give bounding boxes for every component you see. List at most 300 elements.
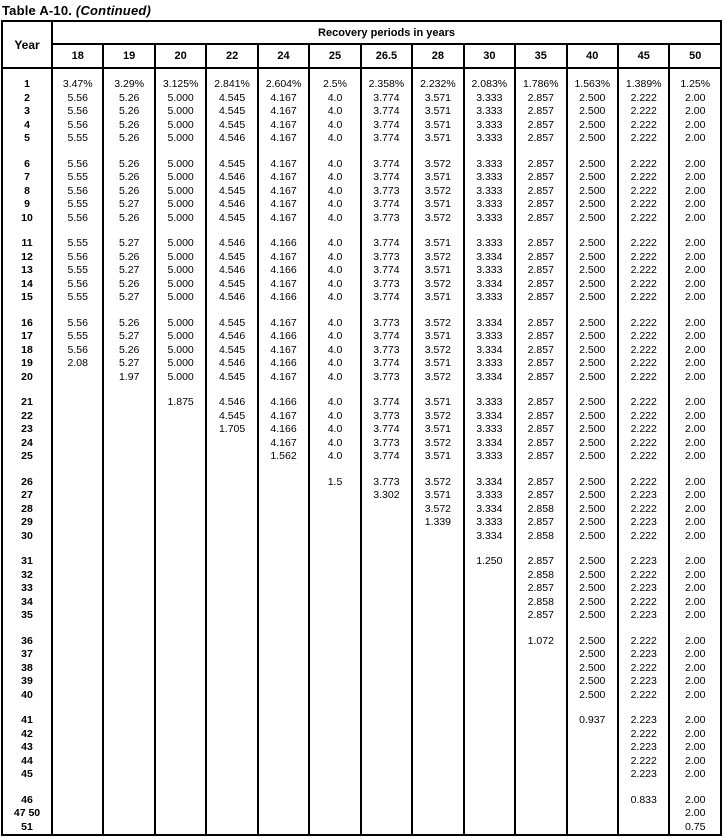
rate-cell: 3.571 [412,264,463,278]
rate-cell [258,714,309,728]
rate-cell: 2.857 [515,357,566,371]
rate-cell [103,596,154,610]
spacer-cell [2,782,52,794]
rate-cell: 2.222 [618,278,669,292]
rate-cell: 2.500 [567,662,618,676]
rate-cell [52,609,103,623]
rate-cell [155,728,206,742]
rate-cell: 2.857 [515,132,566,146]
rate-cell [258,516,309,530]
rate-cell [206,476,257,490]
rate-cell [258,755,309,769]
table-row-year-7 [2,171,721,185]
rate-cell [515,648,566,662]
rate-cell: 2.858 [515,569,566,583]
rate-cell: 4.546 [206,171,257,185]
year-label: 18 [2,344,52,358]
rate-cell: 3.572 [412,212,463,226]
spacer-cell [464,782,515,794]
spacer-cell [258,782,309,794]
rate-cell: 4.0 [309,212,360,226]
rate-cell [103,807,154,821]
rate-cell: 2.222 [618,237,669,251]
rate-cell: 2.00 [669,609,721,623]
column-header-45: 45 [618,44,669,68]
rate-cell: 2.500 [567,251,618,265]
rate-cell: 3.773 [361,437,412,451]
rate-cell [412,755,463,769]
rate-cell: 2.857 [515,158,566,172]
rate-cell: 4.0 [309,105,360,119]
spacer-cell [567,225,618,237]
rate-cell [52,689,103,703]
rate-cell: 3.334 [464,317,515,331]
rate-cell: 3.773 [361,410,412,424]
rate-cell [567,741,618,755]
rate-cell: 5.000 [155,198,206,212]
rate-cell: 2.00 [669,237,721,251]
rate-cell: 2.223 [618,582,669,596]
rate-cell [412,807,463,821]
rate-cell: 2.00 [669,264,721,278]
table-row-year-14 [2,278,721,292]
rate-cell: 2.00 [669,675,721,689]
rate-cell: 2.500 [567,437,618,451]
rate-cell: 2.222 [618,755,669,769]
rate-cell [206,648,257,662]
rate-cell: 3.333 [464,237,515,251]
rate-cell [206,821,257,836]
rate-cell [361,768,412,782]
rate-cell [309,635,360,649]
rate-cell [309,794,360,808]
rate-cell: 2.00 [669,714,721,728]
spacer-cell [669,543,721,555]
rate-cell [155,768,206,782]
rate-cell: 2.00 [669,503,721,517]
rate-cell: 2.500 [567,410,618,424]
spacer-cell [2,702,52,714]
year-label: 51 [2,821,52,836]
rate-cell [103,794,154,808]
year-label: 40 [2,689,52,703]
rate-cell: 5.26 [103,119,154,133]
rate-cell: 2.857 [515,450,566,464]
column-header-28: 28 [412,44,463,68]
rate-cell [103,396,154,410]
rate-cell [412,530,463,544]
rate-cell: 4.0 [309,410,360,424]
rate-cell: 4.546 [206,198,257,212]
spacer-cell [412,305,463,317]
rate-cell: 3.572 [412,476,463,490]
header-row-columns [2,44,721,68]
table-row-year-45 [2,768,721,782]
rate-cell: 1.25% [669,78,721,92]
rate-cell: 5.27 [103,291,154,305]
rate-cell: 3.333 [464,291,515,305]
spacer-cell [52,782,103,794]
rate-cell: 4.545 [206,344,257,358]
spacer-cell [52,384,103,396]
rate-cell: 3.333 [464,212,515,226]
rate-cell [155,794,206,808]
spacer-cell [515,384,566,396]
rate-cell: 5.55 [52,291,103,305]
rate-cell: 4.545 [206,371,257,385]
spacer-cell [618,543,669,555]
spacer-cell [309,702,360,714]
rate-cell: 4.0 [309,132,360,146]
rate-cell: 2.222 [618,251,669,265]
spacer-cell [103,543,154,555]
spacer-cell [155,623,206,635]
rate-cell: 3.334 [464,251,515,265]
spacer-cell [618,702,669,714]
group-gap [2,384,721,396]
rate-cell: 1.97 [103,371,154,385]
rate-cell: 5.56 [52,212,103,226]
rate-cell [206,807,257,821]
rate-cell [155,596,206,610]
rate-cell: 5.56 [52,251,103,265]
table-row-year-47-50 [2,807,721,821]
rate-cell: 5.26 [103,171,154,185]
table-row-year-3 [2,105,721,119]
rate-cell: 2.500 [567,330,618,344]
rate-cell [52,569,103,583]
rate-cell: 2.857 [515,371,566,385]
table-row-year-5 [2,132,721,146]
rate-cell [412,741,463,755]
spacer-cell [515,464,566,476]
rate-cell: 3.773 [361,212,412,226]
spacer-cell [103,623,154,635]
rate-cell: 2.223 [618,555,669,569]
rate-cell: 4.167 [258,132,309,146]
column-header-35: 35 [515,44,566,68]
rate-cell: 2.223 [618,489,669,503]
rate-cell: 0.75 [669,821,721,836]
rate-cell: 5.000 [155,330,206,344]
rate-cell [309,728,360,742]
table-row-year-35 [2,609,721,623]
rate-cell: 4.0 [309,423,360,437]
spacer-cell [515,68,566,78]
rate-cell: 2.857 [515,609,566,623]
rate-cell: 5.55 [52,237,103,251]
spacer-cell [309,543,360,555]
rate-cell [618,821,669,836]
rate-cell [52,410,103,424]
rate-cell: 2.841% [206,78,257,92]
rate-cell: 0.937 [567,714,618,728]
rate-cell: 2.857 [515,489,566,503]
rate-cell: 2.00 [669,212,721,226]
rate-cell [309,741,360,755]
spacer-cell [258,68,309,78]
rate-cell: 3.333 [464,92,515,106]
rate-cell [206,728,257,742]
rate-cell [309,662,360,676]
spacer-cell [669,146,721,158]
rate-cell: 3.774 [361,330,412,344]
rate-cell: 2.857 [515,212,566,226]
rate-cell: 4.166 [258,237,309,251]
spacer-cell [567,623,618,635]
spacer-cell [412,543,463,555]
spacer-cell [669,305,721,317]
rate-cell: 5.26 [103,158,154,172]
rate-cell: 5.000 [155,185,206,199]
rate-cell [52,396,103,410]
rate-cell [155,582,206,596]
table-title-label: Table A-10. [2,3,73,18]
rate-cell: 1.339 [412,516,463,530]
rate-cell: 2.00 [669,582,721,596]
rate-cell [206,437,257,451]
table-row-year-2 [2,92,721,106]
rate-cell [412,582,463,596]
rate-cell: 2.223 [618,768,669,782]
rate-cell: 2.00 [669,489,721,503]
rate-cell [567,768,618,782]
rate-cell: 2.857 [515,251,566,265]
rate-cell [52,768,103,782]
spacer-cell [361,623,412,635]
year-label: 32 [2,569,52,583]
rate-cell: 5.56 [52,344,103,358]
rate-cell [258,741,309,755]
year-label: 20 [2,371,52,385]
rate-cell: 2.5% [309,78,360,92]
rate-cell: 5.56 [52,317,103,331]
rate-cell: 2.857 [515,330,566,344]
rate-cell: 2.00 [669,728,721,742]
rate-cell [464,689,515,703]
rate-cell [464,675,515,689]
rate-cell: 3.572 [412,371,463,385]
rate-cell: 3.333 [464,489,515,503]
rate-cell: 2.222 [618,212,669,226]
rate-cell [52,437,103,451]
column-header-20: 20 [155,44,206,68]
rate-cell [464,569,515,583]
rate-cell: 2.00 [669,278,721,292]
rate-cell: 2.500 [567,569,618,583]
table-row-year-26 [2,476,721,490]
rate-cell: 3.333 [464,264,515,278]
rate-cell: 3.571 [412,423,463,437]
rate-cell: 3.773 [361,317,412,331]
rate-cell [52,582,103,596]
rate-cell: 3.334 [464,530,515,544]
year-label: 33 [2,582,52,596]
rate-cell [103,437,154,451]
rate-cell: 5.27 [103,330,154,344]
rate-cell [52,648,103,662]
rate-cell [412,768,463,782]
year-label: 17 [2,330,52,344]
rate-cell [567,821,618,836]
spacer-cell [103,305,154,317]
rate-cell [309,768,360,782]
spacer-cell [412,68,463,78]
rate-cell [361,569,412,583]
rate-cell: 5.000 [155,344,206,358]
rate-cell: 3.774 [361,92,412,106]
spacer-cell [52,464,103,476]
rate-cell: 5.56 [52,92,103,106]
rate-cell: 2.500 [567,596,618,610]
rate-cell [103,476,154,490]
rate-cell: 4.167 [258,105,309,119]
rate-cell: 3.333 [464,119,515,133]
rate-cell: 4.166 [258,264,309,278]
rate-cell [206,530,257,544]
rate-cell: 0.833 [618,794,669,808]
rate-cell: 2.857 [515,437,566,451]
group-gap [2,146,721,158]
spacer-cell [515,543,566,555]
rate-cell [155,516,206,530]
rate-cell: 2.00 [669,396,721,410]
rate-cell [309,489,360,503]
rate-cell: 2.222 [618,437,669,451]
table-row-year-40 [2,689,721,703]
spacer-cell [361,702,412,714]
rate-cell: 3.774 [361,105,412,119]
rate-cell [206,662,257,676]
rate-cell [52,755,103,769]
rate-cell [361,807,412,821]
rate-cell: 2.500 [567,119,618,133]
rate-cell: 2.500 [567,158,618,172]
rate-cell: 2.223 [618,516,669,530]
table-row-year-12 [2,251,721,265]
year-label: 39 [2,675,52,689]
rate-cell [361,728,412,742]
rate-cell: 2.857 [515,119,566,133]
rate-cell [515,755,566,769]
spacer-cell [515,305,566,317]
column-header-19: 19 [103,44,154,68]
spacer-cell [669,702,721,714]
rate-cell [258,648,309,662]
rate-cell: 3.333 [464,357,515,371]
table-row-year-21 [2,396,721,410]
year-label: 46 [2,794,52,808]
rate-cell: 3.571 [412,198,463,212]
spacer-cell [309,464,360,476]
year-label: 21 [2,396,52,410]
spacer-cell [464,623,515,635]
spacer-cell [258,464,309,476]
year-label: 16 [2,317,52,331]
rate-cell [258,807,309,821]
spacer-cell [669,225,721,237]
rate-cell: 2.500 [567,423,618,437]
rate-cell: 3.334 [464,437,515,451]
rate-cell [309,516,360,530]
rate-cell: 4.0 [309,330,360,344]
rate-cell [206,582,257,596]
rate-cell: 2.500 [567,92,618,106]
group-gap [2,464,721,476]
rate-cell: 2.857 [515,344,566,358]
rate-cell: 4.166 [258,396,309,410]
rate-cell: 4.0 [309,371,360,385]
rate-cell: 2.857 [515,278,566,292]
rate-cell: 2.500 [567,450,618,464]
rate-cell: 1.250 [464,555,515,569]
rate-cell: 3.333 [464,158,515,172]
spacer-cell [155,543,206,555]
spacer-cell [103,702,154,714]
column-header-50: 50 [669,44,721,68]
rate-cell [52,741,103,755]
spacer-cell [412,225,463,237]
spacer-cell [155,464,206,476]
rate-cell [103,423,154,437]
rate-cell: 3.333 [464,330,515,344]
rate-cell [412,662,463,676]
rate-cell: 2.083% [464,78,515,92]
spacer-cell [52,623,103,635]
rate-cell: 2.222 [618,530,669,544]
rate-cell [103,609,154,623]
rate-cell: 2.00 [669,768,721,782]
rate-cell: 3.572 [412,410,463,424]
spacer-cell [155,146,206,158]
spacer-cell [258,146,309,158]
rate-cell: 4.0 [309,171,360,185]
rate-cell [515,714,566,728]
rate-cell [103,714,154,728]
rate-cell: 2.222 [618,317,669,331]
rate-cell [412,648,463,662]
rate-cell [52,489,103,503]
table-row-year-30 [2,530,721,544]
rate-cell [155,821,206,836]
table-row-year-22 [2,410,721,424]
rate-cell: 3.773 [361,476,412,490]
rate-cell: 4.0 [309,237,360,251]
rate-cell [309,807,360,821]
rate-cell [52,807,103,821]
rate-cell [103,728,154,742]
group-gap [2,782,721,794]
spacer-cell [361,464,412,476]
rate-cell: 4.167 [258,278,309,292]
rate-cell: 3.774 [361,264,412,278]
table-row-year-46 [2,794,721,808]
rate-cell [103,635,154,649]
rate-cell: 3.572 [412,503,463,517]
spacer-cell [103,146,154,158]
rate-cell: 2.00 [669,251,721,265]
rate-cell: 2.222 [618,291,669,305]
rate-cell [103,689,154,703]
rate-cell: 2.500 [567,278,618,292]
rate-cell: 5.000 [155,371,206,385]
rate-cell [103,450,154,464]
rate-cell: 3.774 [361,171,412,185]
rate-cell: 5.26 [103,278,154,292]
rate-cell [155,476,206,490]
spacer-cell [361,146,412,158]
rate-cell [52,423,103,437]
